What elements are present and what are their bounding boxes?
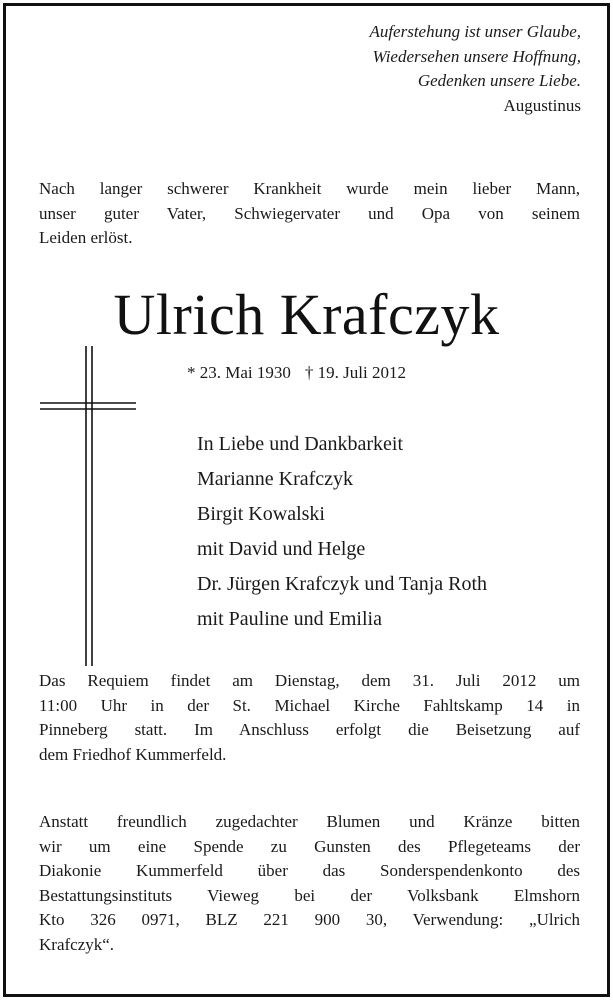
obituary-notice — [3, 3, 610, 997]
death-date: † 19. Juli 2012 — [304, 363, 406, 382]
intro-paragraph — [39, 177, 580, 251]
mourner-line: mit Pauline und Emilia — [197, 608, 382, 630]
mourners-list — [197, 427, 487, 637]
donation-line: Kto 326 0971, BLZ 221 900 30, Verwendung: „Ulrich — [39, 910, 580, 929]
mourner-line: In Liebe und Dankbarkeit — [197, 433, 404, 455]
donation-line: Diakonie Kummerfeld über das Sonderspendenkonto des — [39, 861, 580, 880]
deceased-name: Ulrich Krafczyk — [113, 282, 500, 347]
requiem-line: Das Requiem findet am Dienstag, dem 31. Juli 2012 um — [39, 671, 580, 690]
mourner-line: Dr. Jürgen Krafczyk und Tanja Roth — [197, 573, 488, 595]
quote-line: Auferstehung ist unser Glaube, — [369, 22, 581, 41]
mourner-line: Marianne Krafczyk — [197, 468, 354, 490]
birth-date: * 23. Mai 1930 — [187, 363, 291, 382]
donation-paragraph — [39, 810, 580, 957]
requiem-line: Pinneberg statt. Im Anschluss erfolgt die Beisetzung auf — [39, 720, 580, 739]
life-dates — [187, 362, 406, 384]
requiem-paragraph — [39, 669, 580, 767]
requiem-line: dem Friedhof Kummerfeld. — [39, 744, 227, 764]
quote-author: Augustinus — [503, 95, 581, 115]
epigraph-quote — [369, 20, 581, 118]
quote-line: Gedenken unsere Liebe. — [417, 71, 581, 90]
intro-line: Leiden erlöst. — [39, 228, 133, 247]
mourner-line: mit David und Helge — [197, 538, 366, 560]
donation-line: Krafczyk“. — [39, 934, 115, 954]
donation-line: Anstatt freundlich zugedachter Blumen und Kränze bitten — [39, 812, 580, 831]
donation-line: Bestattungsinstituts Vieweg bei der Volksbank Elmshorn — [39, 885, 580, 905]
intro-line: unser guter Vater, Schwiegervater und Opa von seinem — [39, 203, 580, 223]
cross-icon — [38, 346, 138, 666]
requiem-line: 11:00 Uhr in der St. Michael Kirche Fahltskamp 14 in — [39, 695, 580, 715]
quote-line: Wiedersehen unsere Hoffnung, — [372, 46, 581, 66]
mourner-line: Birgit Kowalski — [197, 503, 325, 525]
donation-line: wir um eine Spende zu Gunsten des Pflegeteams der — [39, 836, 580, 856]
intro-line: Nach langer schwerer Krankheit wurde mein lieber Mann, — [39, 179, 580, 198]
